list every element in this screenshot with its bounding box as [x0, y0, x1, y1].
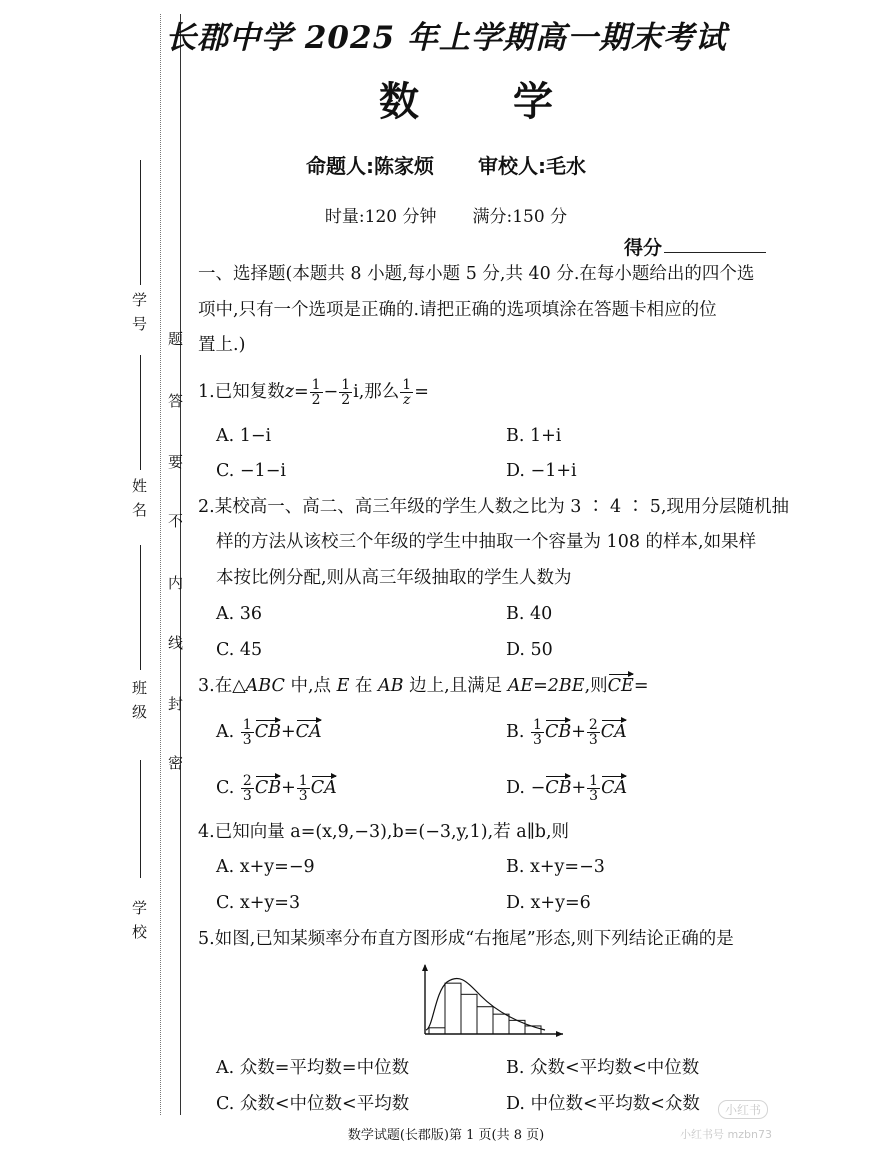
histogram-bar: [445, 983, 461, 1034]
fraction: [310, 378, 323, 407]
q2-option-b: B. 40: [506, 604, 553, 624]
vector: CA: [295, 722, 322, 742]
seal-char: 答: [168, 392, 184, 410]
fraction: [400, 378, 413, 407]
fraction: [339, 378, 352, 407]
watermark-logo: 小红书: [718, 1100, 768, 1119]
q3-option-b: [506, 718, 627, 747]
density-curve: [426, 978, 545, 1030]
q3-text: 中,点: [284, 676, 337, 696]
fraction: [587, 774, 600, 803]
q2-option-d: D. 50: [506, 640, 553, 660]
exam-info: [0, 202, 892, 227]
q4-option-d: D. x+y=6: [506, 893, 591, 913]
seal-char: 不: [168, 512, 184, 530]
numerator: 1: [402, 377, 412, 393]
watermark-id: 小红书号 mzbn73: [680, 1128, 772, 1141]
histogram-figure: [415, 962, 565, 1040]
plus: +: [281, 778, 296, 798]
minus: −: [530, 778, 546, 798]
q3-var: ABC: [245, 676, 285, 696]
name-line: [140, 355, 141, 470]
denominator: 3: [588, 732, 598, 748]
q1-option-d: D. −1+i: [506, 461, 577, 481]
numerator: 1: [298, 773, 308, 789]
q3-var: AB: [378, 676, 404, 696]
author-line: [0, 150, 892, 179]
q4-option-a: A. x+y=−9: [216, 857, 315, 877]
fraction: [241, 774, 254, 803]
denominator: 2: [311, 392, 321, 408]
full-score: 满分:150 分: [472, 207, 568, 227]
author: 命题人:陈家烦: [306, 154, 434, 178]
q2-option-c: C. 45: [216, 640, 263, 660]
histogram-bar: [493, 1014, 509, 1034]
plus: +: [571, 722, 586, 742]
y-arrow: [422, 964, 428, 971]
option-label: D.: [506, 778, 525, 798]
section-instruction: 置上.): [198, 335, 246, 355]
section-heading: 一、选择题(本题共 8 小题,每小题 5 分,共 40 分.在每小题给出的四个选: [198, 264, 755, 284]
histogram-bar: [461, 994, 477, 1034]
denominator: 3: [533, 732, 542, 748]
q3-option-c: [216, 774, 337, 803]
denominator: z: [403, 392, 411, 408]
q3-var: E: [336, 676, 350, 696]
seal-char: 要: [168, 453, 184, 471]
seal-char: 内: [168, 574, 184, 592]
question-1: [198, 378, 429, 407]
score-blank: [664, 252, 766, 253]
numerator: 1: [311, 377, 321, 393]
q3-option-d: [506, 774, 627, 803]
histogram-bar: [477, 1007, 493, 1034]
q3-text: 3.在△: [198, 676, 246, 696]
vector: CB: [254, 778, 282, 798]
numerator: 1: [589, 773, 599, 789]
question-4: 4.已知向量 a=(x,9,−3),b=(−3,y,1),若 a∥b,则: [198, 822, 570, 842]
vector: CA: [310, 778, 337, 798]
q5-option-d: D. 中位数<平均数<众数: [506, 1094, 700, 1114]
option-label: C.: [216, 778, 235, 798]
q1-option-c: C. −1−i: [216, 461, 286, 481]
question-2-line: 样的方法从该校三个年级的学生中抽取一个容量为 108 的样本,如果样: [216, 532, 757, 552]
histogram-bars: [429, 983, 541, 1034]
q1-text: i,那么: [353, 382, 400, 402]
q3-text: 边上,且满足: [403, 676, 508, 696]
q4-option-b: B. x+y=−3: [506, 857, 605, 877]
binding-line-outer: [180, 14, 181, 1115]
exam-title: 长郡中学 2025 年上学期高一期末考试: [165, 20, 727, 56]
seal-char: 题: [168, 330, 184, 348]
seal-char: 密: [168, 754, 184, 772]
fraction: [297, 774, 310, 803]
fraction: [587, 718, 600, 747]
numerator: 1: [341, 377, 351, 393]
fraction: [241, 718, 254, 747]
class-line: [140, 545, 141, 670]
q1-text: 1.已知复数: [198, 382, 285, 402]
vector: CE: [607, 676, 634, 696]
vector: CB: [254, 722, 281, 742]
school-label: 学 校: [130, 900, 148, 941]
q2-option-a: A. 36: [216, 604, 263, 624]
q1-option-b: B. 1+i: [506, 426, 562, 446]
time-limit: 时量:120 分钟: [324, 207, 437, 227]
class-label: 班 级: [130, 680, 148, 721]
binding-line-dotted: [160, 14, 161, 1115]
q1-var: z: [284, 382, 294, 402]
q1-option-a: A. 1−i: [216, 426, 272, 446]
subject-title: 数 学: [379, 78, 593, 125]
question-5: 5.如图,已知某频率分布直方图形成“右拖尾”形态,则下列结论正确的是: [198, 929, 734, 949]
score-label: 得分: [624, 237, 663, 259]
fraction: [531, 718, 544, 747]
x-arrow: [556, 1031, 563, 1037]
denominator: 3: [242, 732, 252, 748]
option-label: A.: [216, 722, 235, 742]
q1-eq: =: [293, 382, 309, 402]
histogram-bar: [429, 1028, 445, 1034]
denominator: 3: [589, 788, 599, 804]
denominator: 3: [242, 788, 252, 804]
seal-char: 线: [168, 634, 184, 652]
vector: CA: [600, 722, 627, 742]
numerator: 1: [242, 717, 252, 733]
q3-text: ,则: [584, 676, 608, 696]
section-instruction: 项中,只有一个选项是正确的.请把正确的选项填涂在答题卡相应的位: [198, 300, 717, 320]
school-line: [140, 760, 141, 878]
q3-option-a: [216, 718, 322, 747]
vector: CB: [544, 722, 572, 742]
seal-char: 封: [168, 695, 184, 713]
q3-tail: =: [633, 676, 649, 696]
q5-option-c: C. 众数<中位数<平均数: [216, 1094, 410, 1114]
question-2: 2.某校高一、高二、高三年级的学生人数之比为 3 ∶ 4 ∶ 5,现用分层随机抽: [198, 497, 789, 517]
student-id-label: 学 号: [130, 292, 148, 333]
numerator: 2: [588, 717, 598, 733]
page-footer: 数学试题(长郡版)第 1 页(共 8 页): [347, 1128, 545, 1143]
question-2-line: 本按比例分配,则从高三年级抽取的学生人数为: [216, 568, 572, 588]
denominator: 3: [298, 788, 308, 804]
vector: CB: [545, 778, 572, 798]
denominator: 2: [341, 392, 351, 408]
reviewer: 审校人:毛水: [478, 154, 586, 178]
question-3: [198, 676, 648, 696]
q3-var: AE=2BE: [507, 676, 585, 696]
numerator: 2: [242, 773, 252, 789]
plus: +: [571, 778, 587, 798]
q5-option-a: A. 众数=平均数=中位数: [216, 1058, 410, 1078]
option-label: B.: [506, 722, 525, 742]
q1-minus: −: [323, 382, 339, 402]
q3-text: 在: [349, 676, 378, 696]
q5-option-b: B. 众数<平均数<中位数: [506, 1058, 700, 1078]
name-label: 姓 名: [130, 478, 148, 519]
vector: CA: [601, 778, 628, 798]
q1-tail: =: [414, 382, 429, 402]
plus: +: [280, 722, 296, 742]
q4-option-c: C. x+y=3: [216, 893, 301, 913]
numerator: 1: [533, 717, 542, 733]
